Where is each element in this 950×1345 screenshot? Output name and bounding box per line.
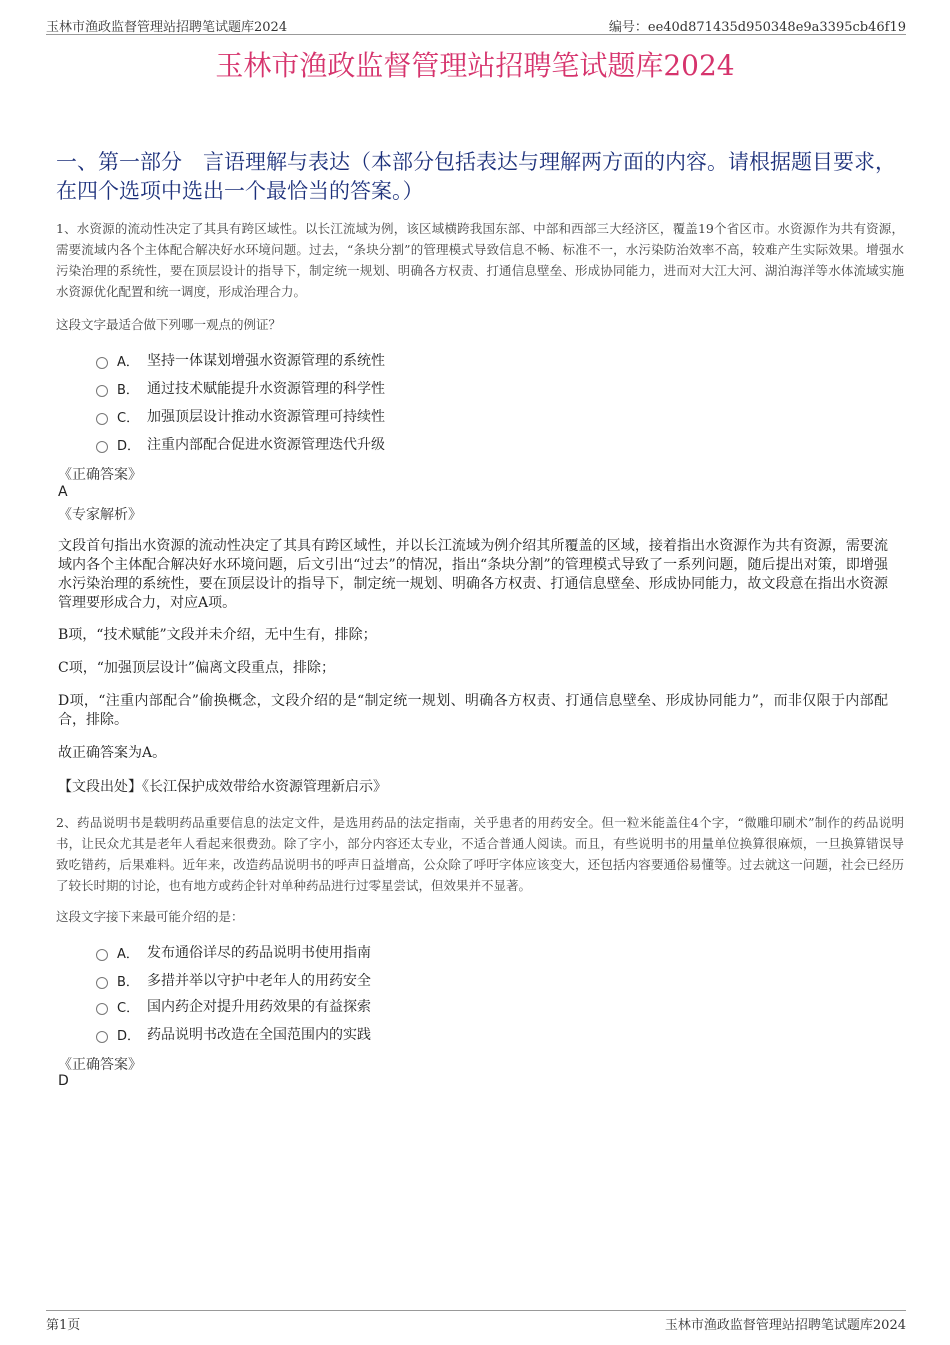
question-2-option-a[interactable] [96,942,371,962]
question-2-option-c[interactable] [96,996,371,1016]
answer-value: D [58,1073,69,1089]
header-doc-id: 编号：ee40d871435d950348e9a3395cb46f19 [608,20,906,35]
analysis-source: 【文段出处】《长江保护成效带给水资源管理新启示》 [58,779,387,795]
question-1-option-d[interactable] [96,434,385,454]
question-2-option-b[interactable] [96,970,371,990]
analysis-paragraph: 文段首句指出水资源的流动性决定了其具有跨区域性，并以长江流域为例介绍其所覆盖的区域，接着指出水资源作为共有资源，需要流域内各个主体配合解决好水环境问题，后文引出“过去”的情况，指出“条块分割”的管理模式导致了一系列问题，随后提出对策，即增强水污染治理的系统性，要在顶层设计的指导下，制定统一规划、明确各方权责、打通信息壁垒、形成协同能力，故文段意在指出水资源管理要形成合力，对应A项。 [58,538,888,611]
radio-icon[interactable] [96,1003,108,1015]
option-letter: A． [117,946,139,962]
option-letter: D． [117,1028,141,1044]
page-number: 第1页 [46,1318,81,1333]
question-1-passage: 1、水资源的流动性决定了其具有跨区域性。以长江流域为例，该区域横跨我国东部、中部和西部三大经济区，覆盖19个省区市。水资源作为共有资源，需要流域内各个主体配合解决好水环境问题。过去，“条块分割”的管理模式导致信息不畅、标准不一，水污染防治效率不高，较难产生实际效果。增强水污染治理的系统性，要在顶层设计的指导下，制定统一规划、明确各方权责、打通信息壁垒、形成协同能力，进而对大江大河、湖泊海洋等水体流域实施水资源优化配置和统一调度，形成治理合力。 [56,221,904,299]
footer-doc-title: 玉林市渔政监督管理站招聘笔试题库2024 [664,1318,906,1333]
option-text: 多措并举以守护中老年人的用药安全 [147,973,371,989]
footer-divider [46,1310,906,1311]
radio-icon[interactable] [96,977,108,989]
question-1-option-b[interactable] [96,378,385,398]
option-letter: B． [117,382,139,398]
header-doc-title: 玉林市渔政监督管理站招聘笔试题库2024 [46,20,288,35]
question-1-prompt: 这段文字最适合做下列哪一观点的例证？ [56,317,282,332]
option-letter: B． [117,974,139,990]
answer-value: A [58,484,68,500]
question-2-prompt: 这段文字接下来最可能介绍的是： [56,909,244,924]
page-title: 玉林市渔政监督管理站招聘笔试题库2024 [215,49,735,82]
option-letter: C． [117,410,140,426]
option-text: 坚持一体谋划增强水资源管理的系统性 [147,353,385,369]
answer-label: 《正确答案》 [58,467,142,483]
option-letter: A． [117,354,139,370]
option-letter: D． [117,438,141,454]
radio-icon[interactable] [96,949,108,961]
radio-icon[interactable] [96,413,108,425]
question-2-passage: 2、药品说明书是载明药品重要信息的法定文件，是选用药品的法定指南，关乎患者的用药安全。但一粒米能盖住4个字，“微雕印刷术”制作的药品说明书，让民众尤其是老年人看起来很费劲。除了字小，部分内容还太专业，不适合普通人阅读。而且，有些说明书的用量单位换算很麻烦，一旦换算错误导致吃错药，后果难料。近年来，改造药品说明书的呼声日益增高，公众除了呼吁字体应该变大，还包括内容要通俗易懂等。过去就这一问题，社会已经历了较长时期的讨论，也有地方或药企针对单种药品进行过零星尝试，但效果并不显著。 [56,815,904,893]
option-text: 药品说明书改造在全国范围内的实践 [147,1027,371,1043]
option-text: 注重内部配合促进水资源管理迭代升级 [147,437,385,453]
header-divider [46,34,906,35]
radio-icon[interactable] [96,385,108,397]
analysis-label: 《专家解析》 [58,507,142,523]
analysis-paragraph: C项，“加强顶层设计”偏离文段重点，排除； [58,660,336,676]
section-heading: 一、第一部分 言语理解与表达（本部分包括表达与理解两方面的内容。请根据题目要求，在四个选项中选出一个最恰当的答案。） [56,150,896,203]
option-text: 发布通俗详尽的药品说明书使用指南 [147,945,371,961]
option-text: 加强顶层设计推动水资源管理可持续性 [147,409,385,425]
question-1-option-c[interactable] [96,406,385,426]
radio-icon[interactable] [96,441,108,453]
analysis-paragraph: B项，“技术赋能”文段并未介绍，无中生有，排除； [58,627,377,643]
analysis-paragraph: D项，“注重内部配合”偷换概念，文段介绍的是“制定统一规划、明确各方权责、打通信息壁垒、形成协同能力”，而非仅限于内部配合，排除。 [58,693,888,728]
option-text: 国内药企对提升用药效果的有益探索 [147,999,371,1015]
question-2-option-d[interactable] [96,1024,371,1044]
question-1-option-a[interactable] [96,350,385,370]
option-text: 通过技术赋能提升水资源管理的科学性 [147,381,385,397]
analysis-conclusion: 故正确答案为A。 [58,745,167,761]
radio-icon[interactable] [96,357,108,369]
radio-icon[interactable] [96,1031,108,1043]
option-letter: C． [117,1000,140,1016]
answer-label: 《正确答案》 [58,1057,142,1073]
